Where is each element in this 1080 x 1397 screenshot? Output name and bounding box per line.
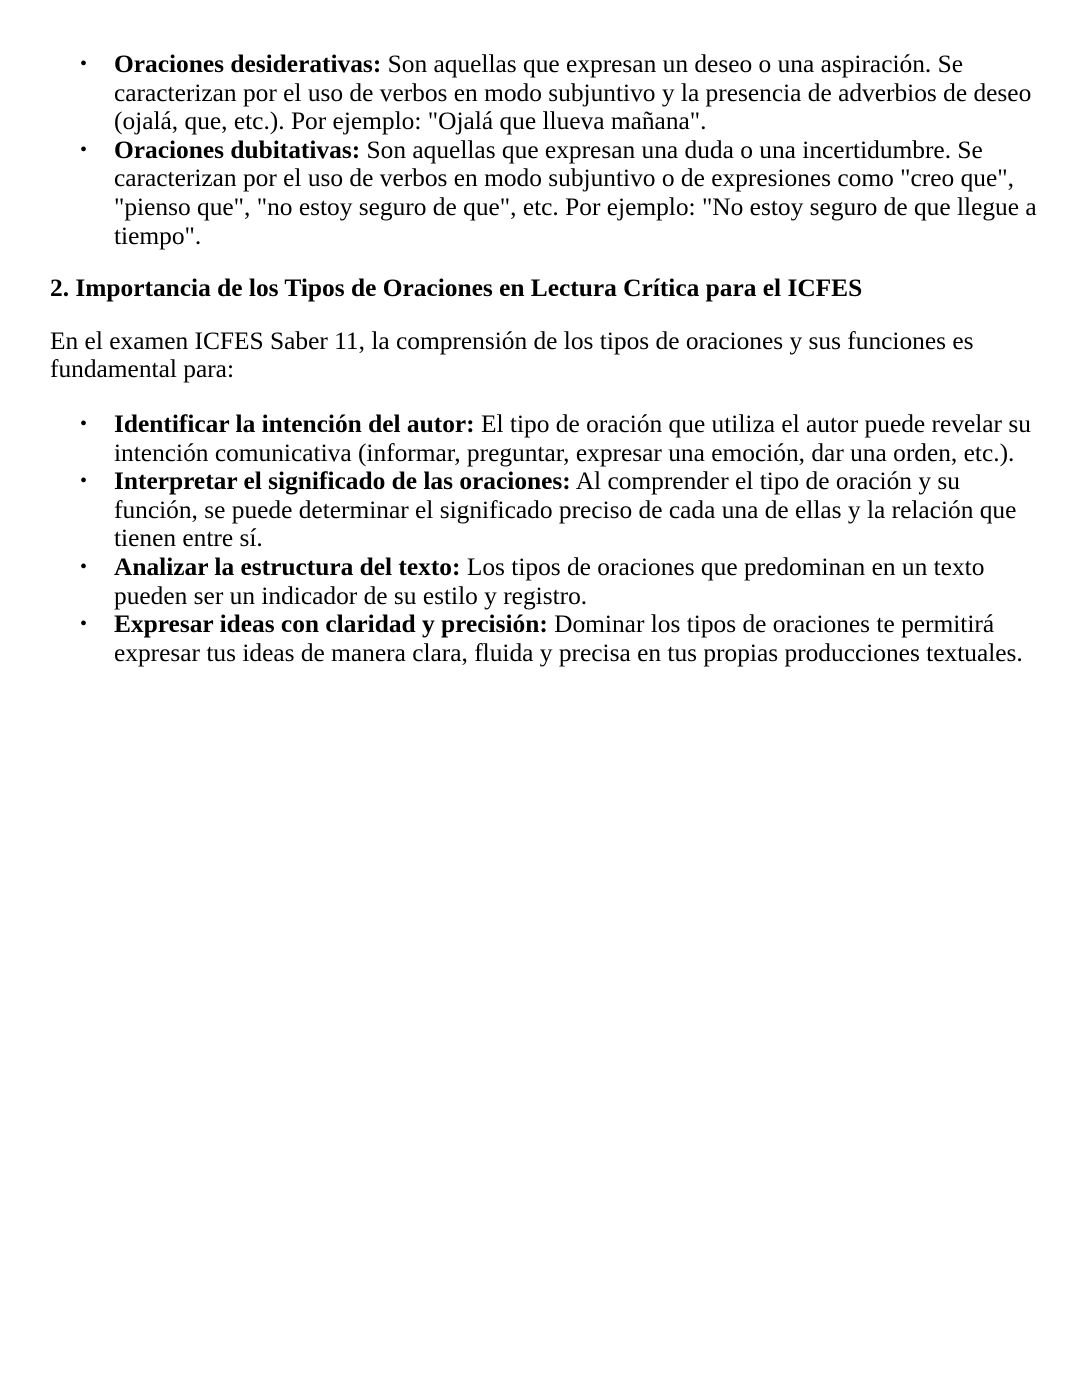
item-text: El tipo de oración que utiliza el autor puede revelar su intención comunicativa (informar, preguntar, expresar una emoción, dar una orden, etc.). <box>114 409 1031 467</box>
item-term: Expresar ideas con claridad y precisión: <box>114 610 548 639</box>
bullet-icon <box>80 50 100 79</box>
sentence-types-list <box>50 50 1040 250</box>
item-text: Dominar los tipos de oraciones te permitirá expresar tus ideas de manera clara, fluida y precisa en tus propias producciones textuales. <box>114 610 1023 667</box>
section-heading: 2. Importancia de los Tipos de Oraciones en Lectura Crítica para el ICFES <box>50 274 863 303</box>
list-item <box>50 610 1040 667</box>
item-text: Los tipos de oraciones que predominan en un texto pueden ser un indicador de su estilo y registro. <box>114 552 985 610</box>
importance-list <box>50 410 1040 667</box>
intro-paragraph: En el examen ICFES Saber 11, la comprensión de los tipos de oraciones y sus funciones es fundamental para: <box>50 326 974 384</box>
item-text: Al comprender el tipo de oración y su función, se puede determinar el significado preciso de cada una de ellas y la relación que tienen entre sí. <box>114 467 1017 553</box>
item-text: Son aquellas que expresan una duda o una incertidumbre. Se caracterizan por el uso de verbos en modo subjuntivo o de expresiones como "creo que", "pienso que", "no estoy seguro de que", etc. Por ejemplo: "No estoy seguro de que llegue a tiempo". <box>114 135 1037 250</box>
bullet-icon <box>80 610 100 639</box>
item-term: Identificar la intención del autor: <box>114 409 475 438</box>
item-term: Oraciones desiderativas: <box>114 50 382 78</box>
list-item <box>50 136 1040 250</box>
item-term: Analizar la estructura del texto: <box>114 552 461 581</box>
bullet-icon <box>80 553 100 582</box>
list-item <box>50 410 1040 467</box>
document-page <box>50 50 1040 667</box>
list-item <box>50 553 1040 610</box>
bullet-icon <box>80 410 100 439</box>
bullet-icon <box>80 136 100 165</box>
item-term: Interpretar el significado de las oraciones: <box>114 467 571 496</box>
list-item <box>50 467 1040 553</box>
item-text: Son aquellas que expresan un deseo o una aspiración. Se caracterizan por el uso de verbos en modo subjuntivo y la presencia de adverbios de deseo (ojalá, que, etc.). Por ejemplo: "Ojalá que llueva mañana". <box>114 50 1032 136</box>
bullet-icon <box>80 467 100 496</box>
list-item <box>50 50 1040 136</box>
item-term: Oraciones dubitativas: <box>114 135 361 164</box>
